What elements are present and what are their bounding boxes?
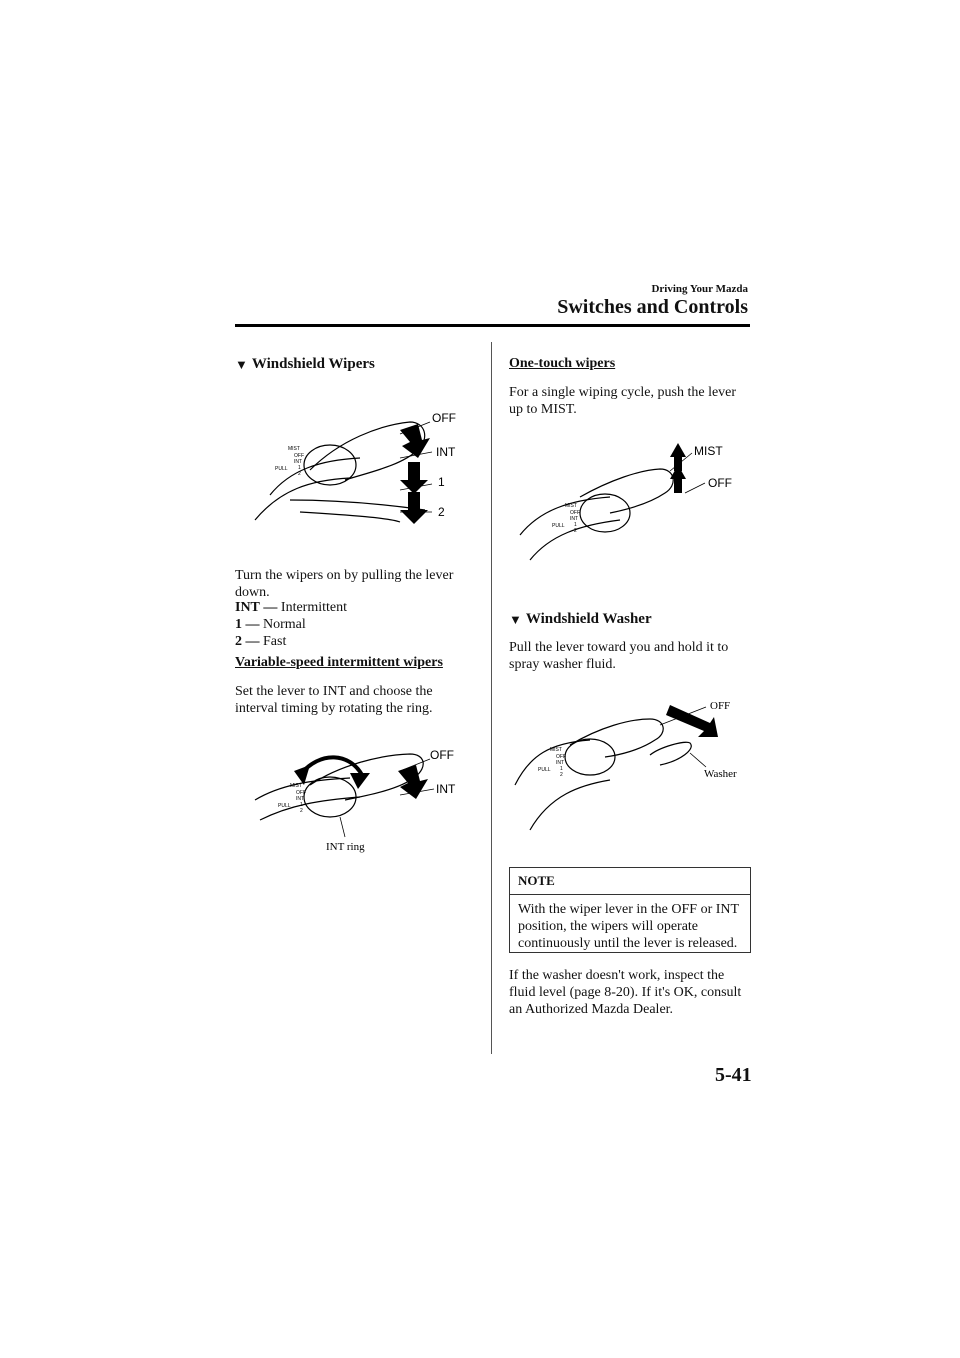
dial-2-label: 2 <box>298 471 301 477</box>
svg-text:1: 1 <box>560 766 563 772</box>
svg-text:INT: INT <box>556 760 565 766</box>
legend-row-int: INT — Intermittent <box>235 600 347 615</box>
svg-text:MIST: MIST <box>290 783 302 789</box>
svg-text:OFF: OFF <box>570 510 580 516</box>
wiper-lever-figure <box>250 400 470 530</box>
fig1-off-label: OFF <box>432 411 456 425</box>
note-heading: NOTE <box>510 868 750 895</box>
fig2-off-label: OFF <box>430 748 454 762</box>
triangle-bullet-icon: ▼ <box>509 611 522 627</box>
svg-text:PULL: PULL <box>278 803 291 809</box>
svg-text:INT: INT <box>570 516 579 522</box>
svg-text:2: 2 <box>574 528 577 534</box>
washer-lever-figure <box>510 695 750 835</box>
header-rule <box>235 324 750 327</box>
dial-off-label: OFF <box>294 453 304 459</box>
triangle-bullet-icon: ▼ <box>235 356 248 372</box>
svg-text:2: 2 <box>560 772 563 778</box>
svg-text:MIST: MIST <box>550 747 562 753</box>
windshield-wipers-title: ▼ Windshield Wipers <box>235 356 375 372</box>
legend-row-2: 2 — Fast <box>235 634 287 649</box>
windshield-washer-title: ▼ Windshield Washer <box>509 611 652 627</box>
dial-pull-label: PULL <box>275 466 288 472</box>
int-ring-figure <box>250 745 470 855</box>
washer-troubleshoot-text: If the washer doesn't work, inspect the fluid level (page 8-20). If it's OK, consult an Authorized Mazda Dealer. <box>509 968 742 1017</box>
mist-lever-figure <box>510 435 740 565</box>
svg-text:PULL: PULL <box>552 523 565 529</box>
fig1-1-label: 1 <box>438 475 445 489</box>
fig3-off-label: OFF <box>708 476 732 490</box>
washer-text: Pull the lever toward you and hold it to spray washer fluid. <box>509 640 729 672</box>
chapter-title: Switches and Controls <box>557 296 748 318</box>
fig1-int-label: INT <box>436 445 456 459</box>
fig1-2-label: 2 <box>438 505 445 519</box>
dial-int-label: INT <box>294 459 303 465</box>
note-box <box>509 867 751 953</box>
svg-text:OFF: OFF <box>556 754 566 760</box>
dial-1-label: 1 <box>298 465 301 471</box>
section-header: Driving Your Mazda <box>651 283 748 295</box>
dial-mist-label: MIST <box>288 446 300 452</box>
variable-speed-text: Set the lever to INT and choose the interval timing by rotating the ring. <box>235 684 433 716</box>
page-number: 5-41 <box>715 1064 752 1086</box>
fig2-int-label: INT <box>436 782 456 796</box>
down-arrows-icon <box>400 424 430 524</box>
column-divider <box>491 342 492 1054</box>
svg-text:MIST: MIST <box>565 503 577 509</box>
wipers-intro-text: Turn the wipers on by pulling the lever down. <box>235 568 454 600</box>
one-touch-text: For a single wiping cycle, push the lever up to MIST. <box>509 385 737 417</box>
svg-text:INT: INT <box>296 796 305 802</box>
int-ring-label: INT ring <box>326 841 365 853</box>
svg-text:1: 1 <box>300 802 303 808</box>
svg-text:OFF: OFF <box>296 790 306 796</box>
svg-text:PULL: PULL <box>538 767 551 773</box>
fig4-off-label: OFF <box>710 700 731 712</box>
variable-speed-subtitle: Variable-speed intermittent wipers <box>235 655 443 670</box>
wiper-speed-legend <box>235 599 465 650</box>
legend-row-1: 1 — Normal <box>235 617 306 632</box>
one-touch-subtitle: One-touch wipers <box>509 356 616 371</box>
svg-text:1: 1 <box>574 522 577 528</box>
fig4-washer-label: Washer <box>704 768 737 780</box>
note-body: With the wiper lever in the OFF or INT position, the wipers will operate continuously until the lever is released. <box>518 902 739 951</box>
svg-text:2: 2 <box>300 808 303 814</box>
fig3-mist-label: MIST <box>694 444 723 458</box>
hand-outline-upper <box>270 458 360 495</box>
